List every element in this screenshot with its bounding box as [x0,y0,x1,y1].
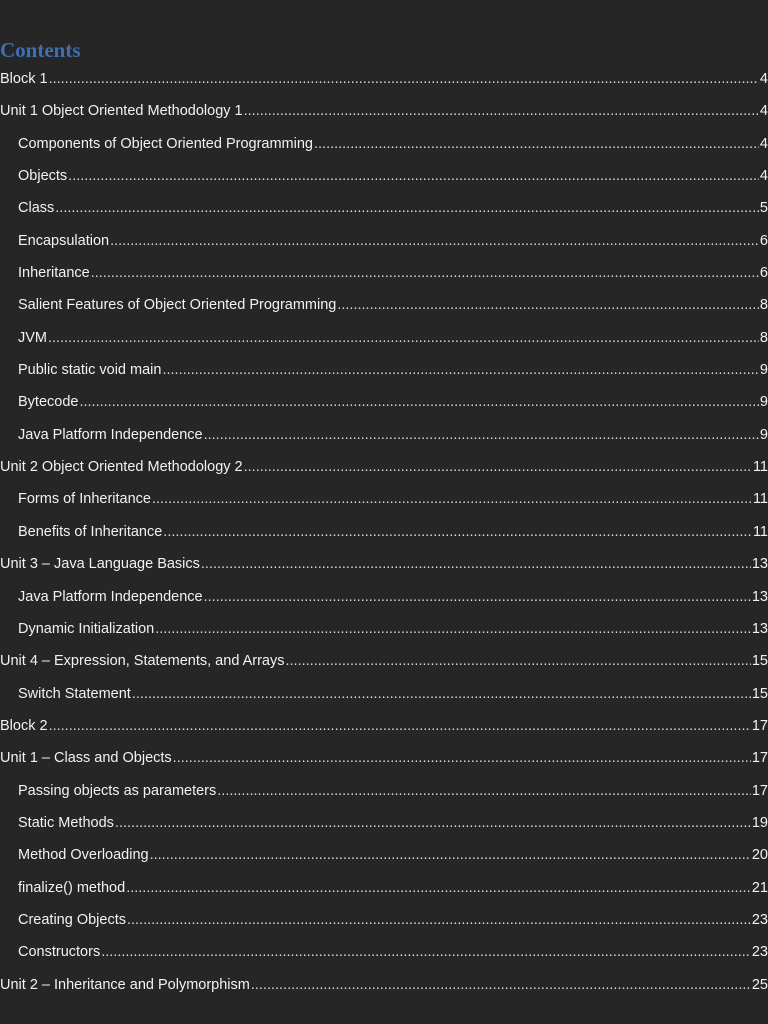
dot-leader [126,881,751,895]
toc-entry[interactable] [0,354,768,386]
toc-entry-title: Public static void main [18,362,162,379]
toc-entry[interactable] [0,483,768,515]
toc-entry-page-number: 20 [751,847,768,864]
toc-entry-title: finalize() method [18,879,126,896]
toc-entry[interactable] [0,548,768,580]
toc-entry-title: Dynamic Initialization [18,620,155,637]
toc-entry[interactable] [0,678,768,710]
toc-entry[interactable] [0,904,768,936]
dot-leader [48,331,759,345]
toc-entry-page-number: 11 [752,491,768,508]
toc-entry-page-number: 9 [759,426,768,443]
toc-entry[interactable] [0,128,768,160]
toc-entry-title: Unit 1 Object Oriented Methodology 1 [0,103,243,120]
toc-entry[interactable] [0,742,768,774]
toc-entry-title: Static Methods [18,814,114,831]
dot-leader [152,492,752,506]
toc-entry[interactable] [0,969,768,1001]
dot-leader [91,266,759,280]
toc-entry-page-number: 21 [751,879,768,896]
toc-entry-title: Class [18,200,55,217]
toc-entry-page-number: 13 [751,588,768,605]
toc-entry[interactable] [0,192,768,224]
toc-entry[interactable] [0,710,768,742]
toc-entry[interactable] [0,936,768,968]
toc-entry-title: Block 2 [0,717,48,734]
dot-leader [68,169,759,183]
dot-leader [244,104,759,118]
toc-entry-page-number: 15 [751,685,768,702]
table-of-contents [0,63,768,1001]
toc-entry-title: Method Overloading [18,847,149,864]
dot-leader [115,816,751,830]
toc-entry-title: Java Platform Independence [18,426,203,443]
dot-leader [110,234,759,248]
toc-entry-title: Encapsulation [18,232,110,249]
dot-leader [150,848,751,862]
toc-entry-page-number: 9 [759,394,768,411]
toc-entry-page-number: 13 [751,556,768,573]
toc-entry-page-number: 4 [759,135,768,152]
dot-leader [163,525,752,539]
toc-entry-page-number: 4 [759,168,768,185]
toc-entry-title: Unit 1 – Class and Objects [0,750,172,767]
toc-entry-page-number: 5 [759,200,768,217]
toc-entry-title: Unit 3 – Java Language Basics [0,556,200,573]
dot-leader [162,363,758,377]
toc-entry-page-number: 23 [751,911,768,928]
dot-leader [217,784,751,798]
toc-entry[interactable] [0,63,768,95]
dot-leader [204,428,759,442]
toc-entry-title: Salient Features of Object Oriented Programming [18,297,337,314]
toc-entry-page-number: 23 [751,944,768,961]
toc-entry[interactable] [0,807,768,839]
toc-entry-title: Bytecode [18,394,79,411]
dot-leader [286,654,751,668]
toc-entry[interactable] [0,257,768,289]
toc-entry[interactable] [0,451,768,483]
dot-leader [49,719,751,733]
toc-entry-title: Unit 4 – Expression, Statements, and Arrays [0,653,285,670]
dot-leader [155,622,751,636]
dot-leader [127,913,751,927]
toc-entry-title: Components of Object Oriented Programming [18,135,313,152]
toc-entry-title: Java Platform Independence [18,588,203,605]
toc-entry[interactable] [0,322,768,354]
toc-entry-page-number: 6 [759,265,768,282]
dot-leader [204,590,751,604]
dot-leader [337,298,759,312]
toc-entry-page-number: 19 [751,814,768,831]
toc-entry[interactable] [0,95,768,127]
toc-entry-page-number: 4 [759,71,768,87]
toc-entry-title: Forms of Inheritance [18,491,151,508]
toc-entry-title: JVM [18,329,47,346]
dot-leader [244,460,752,474]
toc-entry-title: Inheritance [18,265,90,282]
toc-entry-title: Switch Statement [18,685,131,702]
dot-leader [101,945,751,959]
toc-entry-title: Unit 2 Object Oriented Methodology 2 [0,459,243,476]
dot-leader [173,751,751,765]
toc-entry[interactable] [0,839,768,871]
toc-entry-page-number: 17 [751,782,768,799]
toc-entry-page-number: 25 [751,976,768,993]
toc-entry-title: Block 1 [0,71,48,87]
toc-entry-page-number: 8 [759,329,768,346]
dot-leader [314,137,759,151]
toc-heading: Contents [0,38,81,62]
toc-entry-page-number: 15 [751,653,768,670]
dot-leader [132,687,751,701]
toc-entry-page-number: 11 [752,459,768,476]
toc-entry-page-number: 9 [759,362,768,379]
toc-entry-page-number: 8 [759,297,768,314]
toc-entry-title: Creating Objects [18,911,126,928]
toc-entry-page-number: 11 [752,523,768,540]
dot-leader [55,201,759,215]
toc-entry[interactable] [0,289,768,321]
toc-entry-title: Objects [18,168,68,185]
toc-entry-page-number: 6 [759,232,768,249]
toc-entry[interactable] [0,516,768,548]
toc-entry[interactable] [0,419,768,451]
toc-entry-page-number: 13 [751,620,768,637]
dot-leader [79,395,758,409]
toc-entry[interactable] [0,645,768,677]
toc-entry-page-number: 17 [751,717,768,734]
toc-entry-title: Passing objects as parameters [18,782,217,799]
toc-entry-page-number: 4 [759,103,768,120]
toc-entry-page-number: 17 [751,750,768,767]
toc-entry[interactable] [0,386,768,418]
dot-leader [201,557,751,571]
toc-entry-title: Constructors [18,944,101,961]
dot-leader [251,978,751,992]
toc-entry[interactable] [0,872,768,904]
toc-entry[interactable] [0,225,768,257]
dot-leader [49,72,759,86]
toc-entry[interactable] [0,775,768,807]
toc-entry-title: Benefits of Inheritance [18,523,163,540]
toc-entry-title: Unit 2 – Inheritance and Polymorphism [0,976,250,993]
toc-entry[interactable] [0,581,768,613]
toc-entry[interactable] [0,160,768,192]
toc-entry[interactable] [0,613,768,645]
